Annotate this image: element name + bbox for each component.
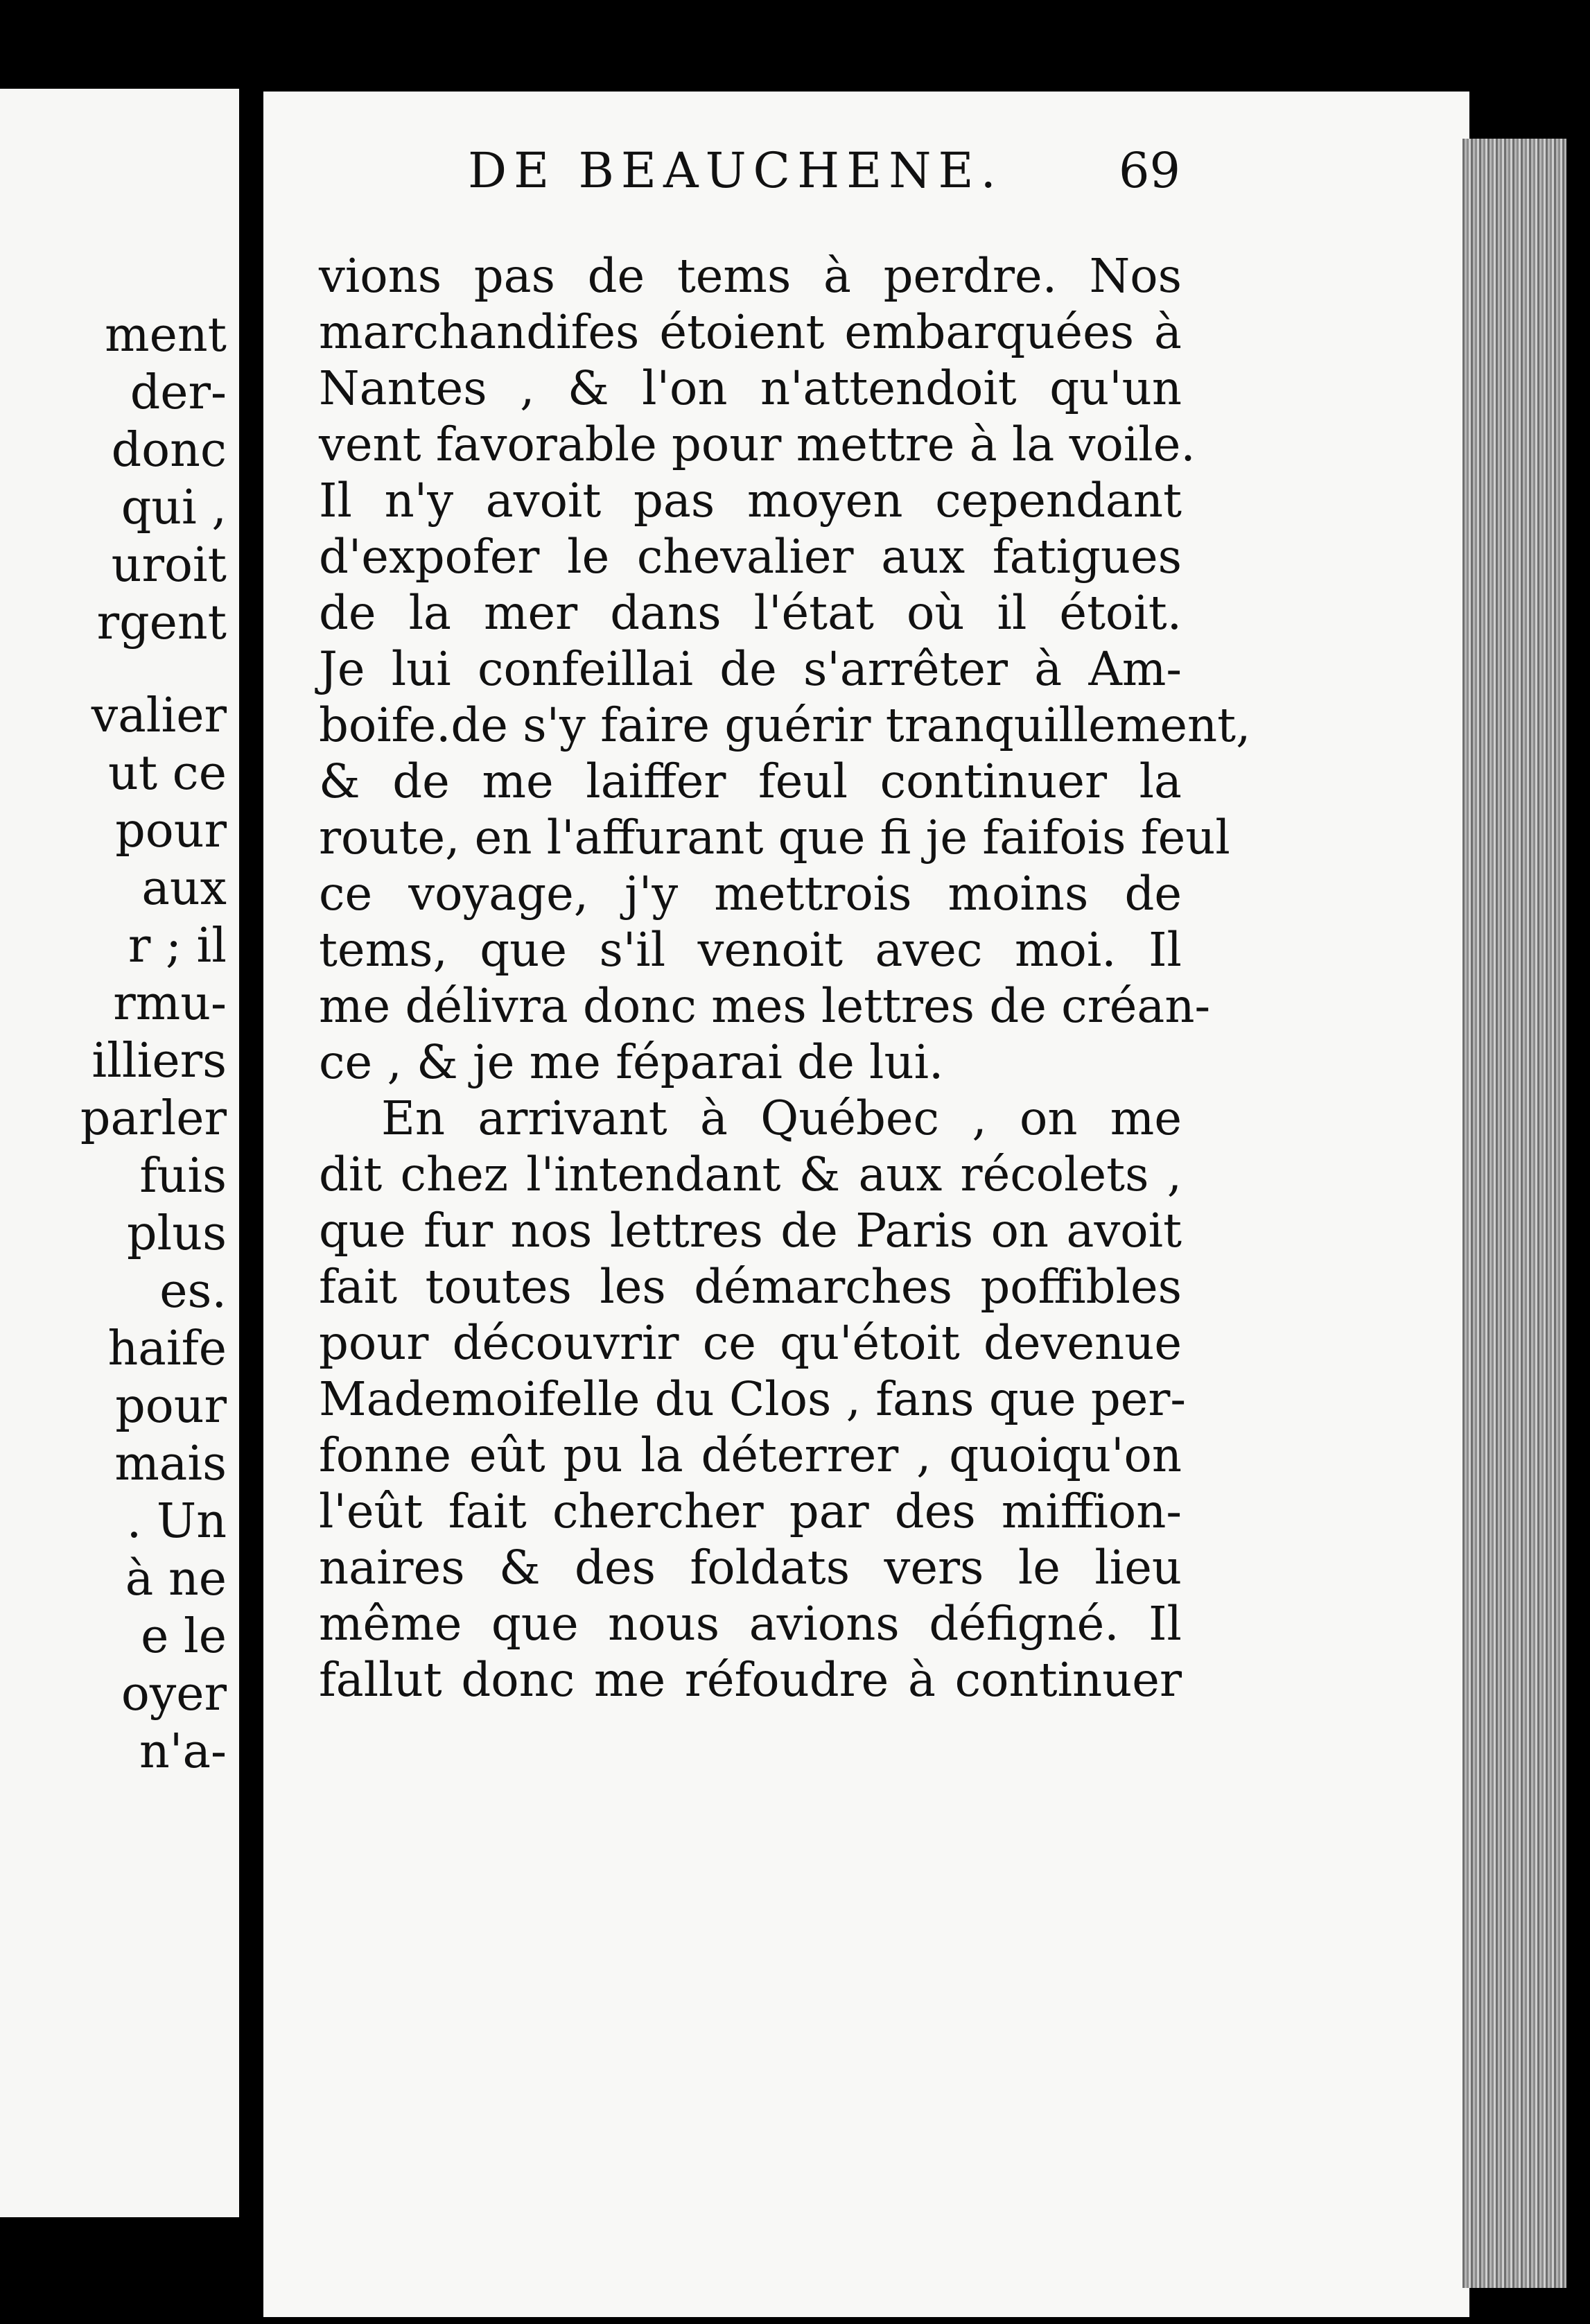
left-page-fragment: mais bbox=[114, 1437, 227, 1491]
left-page-fragment: à ne bbox=[125, 1552, 227, 1606]
text-line: vent favorable pour mettre à la voile. bbox=[319, 417, 1196, 471]
left-page-fragment: valier bbox=[91, 688, 227, 743]
text-line: même que nous avions défigné. Il bbox=[319, 1597, 1182, 1651]
text-line: ce voyage, j'y mettrois moins de bbox=[319, 867, 1182, 921]
left-page-fragment: aux bbox=[141, 861, 227, 916]
left-page-fragment: der- bbox=[130, 365, 227, 420]
left-page-fragment: r ; il bbox=[128, 919, 227, 973]
text-line: dit chez l'intendant & aux récolets , bbox=[319, 1147, 1182, 1202]
left-page-fragment: haife bbox=[107, 1321, 227, 1376]
text-line: fonne eût pu la déterrer , quoiqu'on bbox=[319, 1428, 1182, 1482]
left-page-fragment: uroit bbox=[111, 538, 227, 593]
text-line: fait toutes les démarches poffibles bbox=[319, 1260, 1182, 1314]
left-page-fragment: plus bbox=[127, 1206, 227, 1261]
page-number: 69 bbox=[1119, 142, 1181, 199]
text-line: route, en l'affurant que fi je faifois feul bbox=[319, 810, 1230, 865]
text-line: fallut donc me réfoudre à continuer bbox=[319, 1653, 1182, 1707]
left-page-fragment: parler bbox=[80, 1091, 227, 1146]
page-edge bbox=[1462, 139, 1566, 2288]
left-page-fragment: rmu- bbox=[113, 976, 227, 1031]
text-line: marchandifes étoient embarquées à bbox=[319, 305, 1182, 359]
text-line: l'eût fait chercher par des miffion- bbox=[319, 1484, 1182, 1538]
text-line: pour découvrir ce qu'étoit devenue bbox=[319, 1316, 1182, 1370]
left-page-fragment: pour bbox=[115, 804, 227, 858]
left-page-fragment: ment bbox=[105, 308, 227, 363]
left-page-fragment: rgent bbox=[96, 596, 227, 650]
text-line: me délivra donc mes lettres de créan- bbox=[319, 979, 1211, 1033]
left-page-fragment: illiers bbox=[91, 1034, 227, 1089]
text-line: En arrivant à Québec , on me bbox=[381, 1091, 1182, 1145]
text-line: Nantes , & l'on n'attendoit qu'un bbox=[319, 361, 1182, 415]
left-page-fragment: donc bbox=[111, 423, 227, 478]
text-line: tems, que s'il venoit avec moi. Il bbox=[319, 923, 1182, 977]
text-line: vions pas de tems à perdre. Nos bbox=[319, 249, 1182, 303]
left-page-fragment: fuis bbox=[139, 1149, 227, 1204]
left-page-fragment: qui , bbox=[121, 480, 227, 535]
left-page-fragment: . Un bbox=[126, 1494, 227, 1549]
text-line: ce , & je me féparai de lui. bbox=[319, 1035, 944, 1089]
text-line: naires & des foldats vers le lieu bbox=[319, 1541, 1182, 1595]
left-page-fragment: es. bbox=[159, 1264, 227, 1319]
left-page bbox=[0, 89, 239, 2217]
text-line: que fur nos lettres de Paris on avoit bbox=[319, 1204, 1182, 1258]
left-page-fragment: oyer bbox=[121, 1667, 227, 1722]
text-line: Il n'y avoit pas moyen cependant bbox=[319, 474, 1182, 528]
text-line: Mademoifelle du Clos , fans que per- bbox=[319, 1372, 1187, 1426]
text-line: Je lui confeillai de s'arrêter à Am- bbox=[319, 642, 1182, 696]
left-page-fragment: n'a- bbox=[139, 1724, 227, 1779]
left-page-fragment: pour bbox=[115, 1379, 227, 1434]
text-line: d'expofer le chevalier aux fatigues bbox=[319, 530, 1182, 584]
running-head: DE BEAUCHENE. bbox=[468, 142, 1003, 199]
left-page-fragment: ut ce bbox=[107, 746, 227, 801]
text-line: boife.de s'y faire guérir tranquillement, bbox=[319, 698, 1251, 752]
left-page-fragment: e le bbox=[141, 1609, 227, 1664]
text-line: de la mer dans l'état où il étoit. bbox=[319, 586, 1182, 640]
text-line: & de me laiffer feul continuer la bbox=[319, 754, 1182, 808]
